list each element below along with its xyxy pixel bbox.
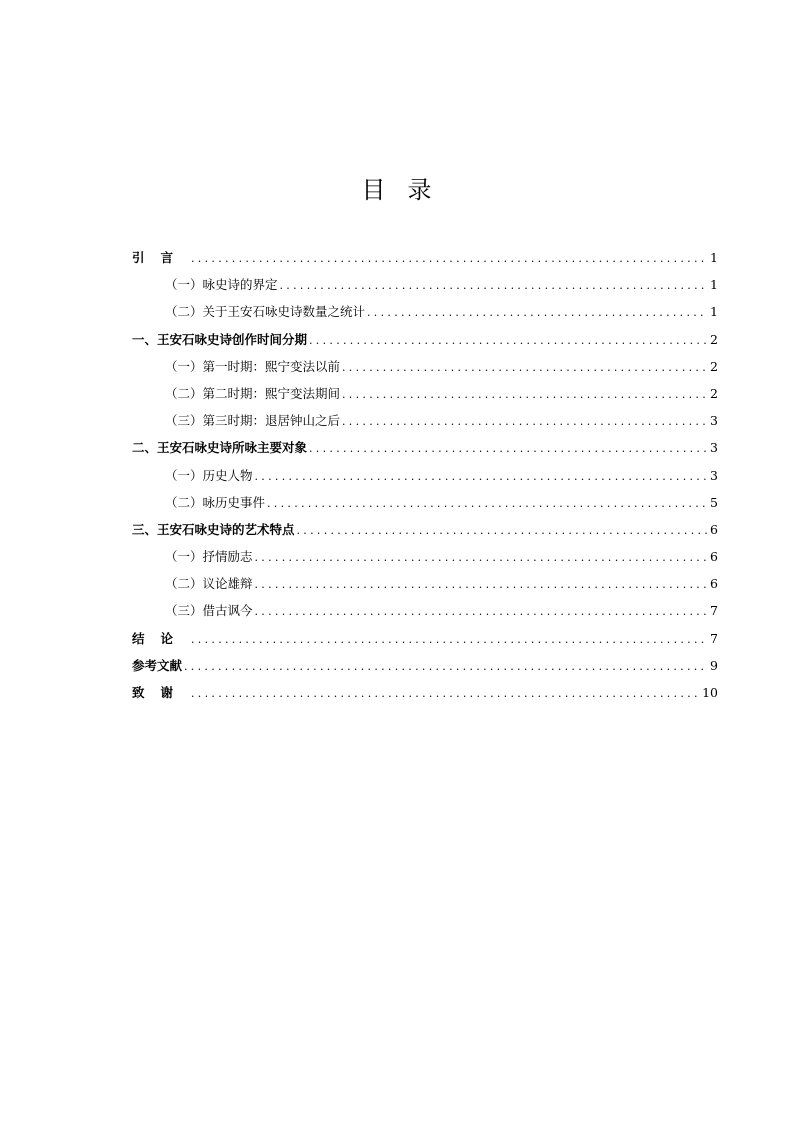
dot-leader <box>342 354 708 381</box>
toc-entry-page-number: 6 <box>710 576 718 592</box>
dot-leader <box>255 598 709 625</box>
toc-entry-historical-figures[interactable] <box>132 462 718 489</box>
toc-entry-label: 结论 <box>132 630 190 646</box>
page-title: 目录 <box>361 176 454 204</box>
dot-leader <box>255 463 709 490</box>
toc-entry-satire[interactable] <box>132 597 718 624</box>
toc-entry-chapter-1[interactable] <box>132 326 718 353</box>
toc-entry-page-number: 6 <box>710 549 718 565</box>
toc-entry-page-number: 5 <box>710 494 718 510</box>
toc-entry-page-number: 3 <box>710 413 718 429</box>
toc-entry-acknowledgements[interactable] <box>132 679 718 706</box>
dot-leader <box>184 653 708 680</box>
toc-entry-period-3[interactable] <box>132 407 718 434</box>
toc-entry-label: （一）第一时期：熙宁变法以前 <box>165 358 341 374</box>
dot-leader <box>267 490 708 517</box>
toc-entry-page-number: 1 <box>710 250 718 265</box>
dot-leader <box>191 680 700 707</box>
toc-entry-period-1[interactable] <box>132 353 718 380</box>
toc-entry-label: （二）关于王安石咏史诗数量之统计 <box>165 304 366 320</box>
toc-entry-label: 致谢 <box>132 685 190 700</box>
dot-leader <box>342 381 708 408</box>
toc-entry-references[interactable] <box>132 652 718 679</box>
toc-entry-page-number: 1 <box>710 304 718 320</box>
table-of-contents <box>132 244 718 706</box>
toc-entry-label: 二、王安石咏史诗所咏主要对象 <box>132 440 308 456</box>
toc-entry-page-number: 2 <box>710 358 718 374</box>
toc-entry-page-number: 1 <box>710 277 718 293</box>
dot-leader <box>255 571 709 598</box>
toc-entry-page-number: 3 <box>710 440 718 456</box>
toc-entry-label: 引言 <box>132 250 190 265</box>
toc-entry-label: （一）咏史诗的界定 <box>165 277 278 293</box>
toc-entry-label: （二）第二时期：熙宁变法期间 <box>165 385 341 401</box>
toc-entry-chapter-2[interactable] <box>132 434 718 461</box>
toc-entry-historical-events[interactable] <box>132 489 718 516</box>
dot-leader <box>280 272 709 299</box>
toc-entry-period-2[interactable] <box>132 380 718 407</box>
toc-entry-label: 三、王安石咏史诗的艺术特点 <box>132 521 295 537</box>
toc-entry-page-number: 10 <box>702 685 718 700</box>
toc-entry-argumentative[interactable] <box>132 570 718 597</box>
toc-entry-statistics[interactable] <box>132 298 718 325</box>
dot-leader <box>367 299 708 326</box>
toc-entry-definition[interactable] <box>132 271 718 298</box>
dot-leader <box>255 544 709 571</box>
toc-entry-label: （一）抒情励志 <box>165 549 253 565</box>
toc-entry-introduction[interactable] <box>132 244 718 271</box>
toc-entry-page-number: 6 <box>710 521 718 537</box>
toc-entry-page-number: 2 <box>710 331 718 347</box>
toc-entry-page-number: 2 <box>710 385 718 401</box>
toc-entry-conclusion[interactable] <box>132 625 718 652</box>
toc-entry-label: 一、王安石咏史诗创作时间分期 <box>132 331 308 347</box>
dot-leader <box>297 517 709 544</box>
toc-entry-page-number: 3 <box>710 467 718 483</box>
toc-entry-page-number: 9 <box>710 657 718 673</box>
toc-entry-lyrical[interactable] <box>132 543 718 570</box>
toc-entry-label: （一）历史人物 <box>165 467 253 483</box>
toc-entry-page-number: 7 <box>710 603 718 619</box>
toc-entry-label: （二）咏历史事件 <box>165 494 266 510</box>
toc-entry-label: （二）议论雄辩 <box>165 576 253 592</box>
toc-entry-label: （三）第三时期：退居钟山之后 <box>165 413 341 429</box>
dot-leader <box>309 327 708 354</box>
dot-leader <box>191 245 708 272</box>
toc-entry-chapter-3[interactable] <box>132 516 718 543</box>
toc-entry-page-number: 7 <box>710 630 718 646</box>
dot-leader <box>342 408 708 435</box>
toc-entry-label: （三）借古讽今 <box>165 603 253 619</box>
dot-leader <box>191 626 708 653</box>
dot-leader <box>309 435 708 462</box>
toc-entry-label: 参考文献 <box>132 657 183 673</box>
